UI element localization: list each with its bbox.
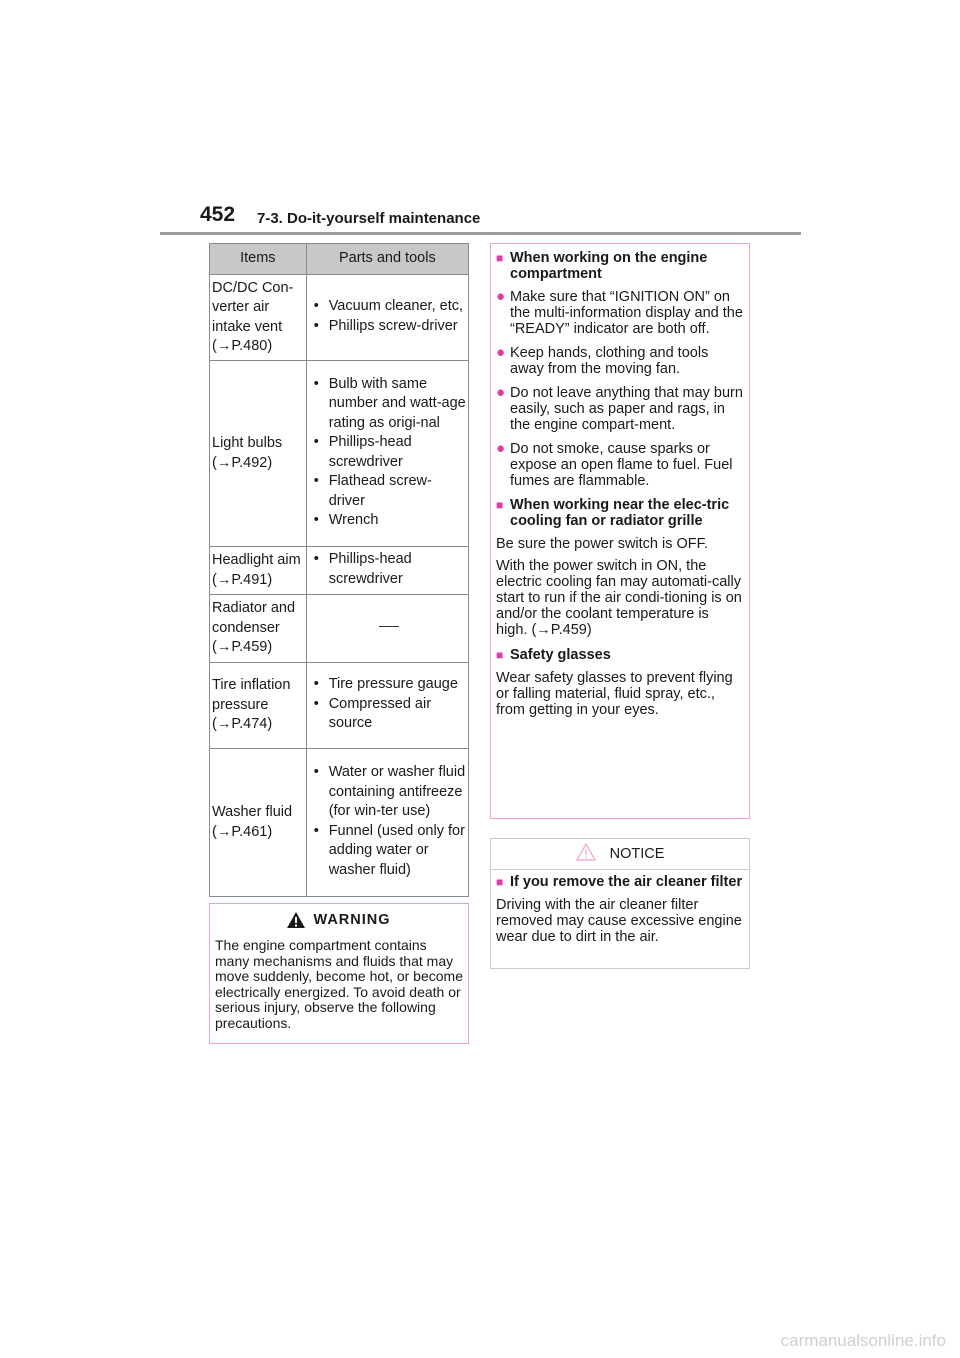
list-item: • Compressed air source [312,695,466,734]
table-row [210,663,469,749]
parts-cell [306,749,468,897]
parts-cell [306,275,468,361]
item-line: (→P.461) [212,823,273,840]
item-line: (→P.474) [212,716,273,733]
item-line: (→P.492) [212,454,273,471]
table-header-row [210,244,469,275]
table-row [210,275,469,361]
list-item: • Water or washer fluid containing antifreeze (for win-ter use) [312,763,466,822]
item-line: (→P.480) [212,338,273,354]
item-cell [210,663,307,749]
notice-heading [496,874,744,890]
square-bullet-icon: ■ [496,875,504,889]
notice-title: NOTICE [609,846,665,862]
warning-header [210,904,468,935]
table-row [210,749,469,897]
list-item: • Funnel (used only for adding water or washer fluid) [312,822,466,881]
list-item: • Phillips-head screwdriver [312,433,466,472]
item-cell [210,595,307,663]
list-item: • Phillips screw-driver [312,317,466,337]
circle-bullet-icon: ● [496,288,506,305]
notice-text: Driving with the air cleaner filter removed may cause excessive engine wear due to dirt in the air. [496,897,742,945]
page-number: 452 [200,203,236,226]
caution-heading [496,250,744,282]
item-line: Radiator and [212,600,296,617]
parts-cell [306,361,468,547]
item-line: Washer fluid [212,804,293,820]
parts-cell [306,547,468,595]
section-title: 7-3. Do-it-yourself maintenance [257,210,481,227]
paragraph: Be sure the power switch is OFF. [496,536,708,552]
heading-text: If you remove the air cleaner filter [510,874,743,890]
bullet-text: Do not smoke, cause sparks or expose an open flame to fuel. Fuel fumes are flammable. [510,441,733,489]
item-line: condenser [212,619,280,636]
square-bullet-icon: ■ [496,251,504,265]
warning-text: The engine compartment contains many mechanisms and fluids that may move suddenly, become hot, or become electrically energized. To avoid death or serious injury, observe the following precautions. [215,937,463,1031]
heading-text: When working near the elec-tric cooling fan or radiator grille [510,497,730,529]
square-bullet-icon: ■ [496,648,504,662]
bullet-text: Do not leave anything that may burn easily, such as paper and rags, in the engine compart-ment. [510,385,743,433]
parts-and-tools-table [209,243,469,897]
item-cell [210,361,307,547]
dash-mark [379,626,399,627]
warning-title: WARNING [313,911,391,928]
item-line: (→P.491) [212,571,273,588]
table-row [210,361,469,547]
list-item [496,441,744,489]
column-header-items: Items [210,244,307,275]
item-cell [210,749,307,897]
list-item [496,289,744,337]
list-item: • Tire pressure gauge [312,675,466,695]
table-row [210,595,469,663]
item-line: Light bulbs [212,435,283,451]
caution-heading [496,497,744,529]
list-item: • Flathead screw-driver [312,472,466,511]
caution-triangle-icon [576,843,596,865]
paragraph: With the power switch in ON, the electric cooling fan may automati-cally start to run if the air condi-tioning is on and/or the coolant temperature is high. (→P.459) [496,558,742,638]
bullet-text: Keep hands, clothing and tools away from the moving fan. [510,345,709,377]
list-item: • Bulb with same number and watt-age rating as origi-nal [312,375,466,434]
notice-content [491,870,749,945]
list-item: • Wrench [312,511,466,531]
item-line: verter air [212,299,270,315]
item-line: Headlight aim [212,552,301,568]
paragraph: Wear safety glasses to prevent flying or falling material, fluid spray, etc., from getting in your eyes. [496,670,733,718]
bullet-text: Make sure that “IGNITION ON” on the multi-information display and the “READY” indicator are both off. [510,289,743,337]
item-line: (→P.459) [212,639,273,656]
notice-box [490,838,750,969]
item-line: intake vent [212,318,283,335]
header-divider [160,232,801,235]
item-line: pressure [212,696,269,713]
warning-triangle-icon [287,912,305,928]
item-cell [210,547,307,595]
table-row [210,547,469,595]
watermark: carmanualsonline.info [780,1331,946,1350]
list-item: • Vacuum cleaner, etc, [312,297,466,317]
item-line: Tire inflation [212,677,291,694]
parts-cell-empty [306,595,468,663]
parts-cell [306,663,468,749]
warning-box [209,903,469,1044]
notice-header [491,839,749,870]
list-item [496,345,744,377]
item-cell [210,275,307,361]
caution-box [490,243,750,819]
list-item: • Phillips-head screwdriver [312,550,466,589]
square-bullet-icon: ■ [496,498,504,512]
caution-heading [496,647,744,663]
circle-bullet-icon: ● [496,440,506,457]
heading-text: Safety glasses [510,647,611,663]
list-item [496,385,744,433]
column-header-parts: Parts and tools [306,244,468,275]
heading-text: When working on the engine compartment [510,250,708,282]
circle-bullet-icon: ● [496,384,506,401]
circle-bullet-icon: ● [496,344,506,361]
item-line: DC/DC Con- [212,279,294,296]
